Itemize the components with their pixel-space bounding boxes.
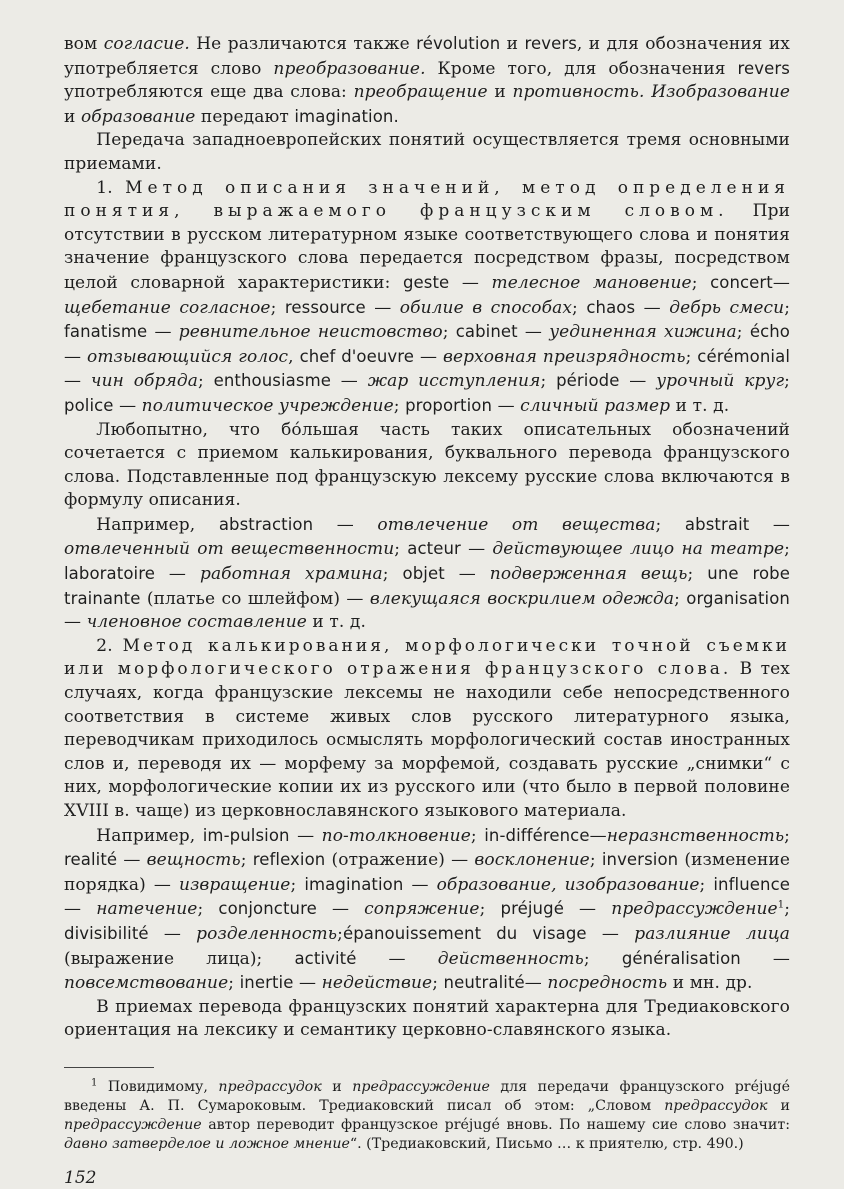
text-run: ; [197,371,214,392]
french-term: reflexion [252,850,326,870]
text-run: ; [691,272,711,293]
text-run: (выражение лица); [64,948,295,969]
text-run: — [492,395,521,416]
text-run: 2. [96,635,123,656]
italic-term: работная храмина [199,564,383,585]
text-run: — [289,825,322,846]
text-run: ; [479,899,501,920]
text-run: — [365,297,400,318]
italic-term: дебрь смеси [669,297,785,318]
text-run: вновь. По нашему сие слово значит: [499,1116,790,1133]
french-term: fanatisme [64,322,148,342]
text-run: — [64,612,87,633]
french-term: objet [402,564,445,584]
text-run: ; [228,973,240,994]
text-run: ; [736,322,750,343]
french-term: in-différence [484,825,590,845]
italic-term: предрассудок [218,1078,322,1095]
italic-term: ревнительное неистовство [178,322,443,343]
text-run: введены А. П. Сумароковым. Тредиаковский писал об этом: „Словом [64,1097,665,1114]
text-run: ; [572,297,587,318]
text-run: — [772,272,790,293]
text-run: передают [195,106,295,127]
french-term: acteur [407,539,461,559]
italic-term: телесное мановение [491,272,692,293]
text-run: — [517,322,550,343]
italic-term: отзывающийся голос [87,346,289,367]
text-run: ; [290,874,305,895]
french-term: chaos [586,297,636,317]
french-term: préjugé [444,1116,500,1133]
text-run: Любопытно, что бо́льшая часть таких описательных обозначений сочетается с приемом калькирования, буквального перевода французского слова. Подставленные под французскую лексему русские слова включаются в формулу описания. [64,419,790,511]
text-run: ; [784,371,790,392]
french-term: enthousiasme [213,371,332,391]
italic-term: согласие. [103,34,190,54]
text-run: употребляются еще два слова: [64,82,354,103]
text-run: — [64,899,97,920]
italic-term: неразнственность [606,825,785,846]
text-run: ; [540,371,557,392]
text-run: ; [337,923,343,944]
text-run: и [64,106,81,127]
text-run: — [619,371,657,392]
french-term: revers [524,34,577,53]
french-term: activité [294,948,357,968]
french-term: inertie [239,973,294,993]
text-run: ; [784,899,791,920]
text-run: — [113,395,142,416]
text-run: и [500,34,525,54]
french-term: geste [402,272,450,292]
text-run: , Письмо … к приятелю, стр. 490.) [486,1135,744,1152]
italic-term: натечение [96,899,198,920]
paragraph [64,996,790,1043]
french-term: proportion [405,395,493,415]
french-term: realité [64,850,118,870]
page-number: 152 [64,1167,97,1188]
text-run: — [331,371,368,392]
text-run: ; [393,395,406,416]
italic-term: действующее лицо на театре [492,539,785,560]
french-term: revers [737,58,790,78]
italic-term: отвлеченный от вещественности [64,539,395,560]
text-run: ; [784,825,790,846]
french-term: imagination. [294,106,399,126]
paragraph [64,513,790,635]
french-term: abstraction [218,514,314,534]
french-term: préjugé [734,1078,790,1095]
text-run: — [524,973,548,994]
italic-term: противность. Изобразование [512,82,790,103]
text-run: — [356,948,438,969]
french-term: concert [710,272,773,292]
text-run: В тех случаях, когда французские лексемы не находили себе непосредственного соответствия в системе живых слов русского литературного языка, переводчикам приходилось осмыслять морфологический состав иностранных слов и, переводя их — морфему за морфемой, создавать русские „снимки“ с них, морфологические копии их из русского или (что было в первой половине XVIII в. чаще) из церковнославянского языкового материала. [64,659,790,821]
italic-term: щебетание согласное [64,297,271,318]
text-run: ; [583,948,622,969]
text-run: ; [470,825,485,846]
text-run: и т. д. [670,395,730,416]
text-run: (отражение) — [325,850,475,871]
text-run: ; [589,850,602,871]
italic-term: чин обряда [90,371,198,392]
italic-term: давно затверделое и ложное мнение [64,1135,350,1152]
italic-term: разлияние лица [634,923,791,944]
text-run: и [767,1097,790,1114]
italic-term: отвлечение от вещества [377,514,656,535]
text-run: ; [432,973,444,994]
text-run: ; [687,564,708,585]
text-run: — [117,850,147,871]
text-run: — [460,539,493,560]
text-run: “. ( [349,1135,372,1152]
text-run: В приемах перевода французских понятий характерна для Тредиаковского ориентация на лексику и семантику церковно-славянского языка. [64,996,790,1041]
text-run: Повидимому, [97,1078,219,1095]
text-run: — [154,564,200,585]
italic-term: недействие [321,973,433,994]
italic-term: предрассуждение [611,899,778,920]
text-run: вом [64,34,104,54]
text-run: Например, [96,825,203,846]
text-run: , и для обозначения их употребляется слово [64,34,790,79]
text-run: При отсутствии в русском литературном языке соответствующего слова и понятия значение французского слова передается посредством фразы, посредством целой словарной характеристики: [64,201,791,293]
text-run: — [316,899,365,920]
text-run: ; [674,588,687,609]
french-term: police [64,395,114,415]
spaced-heading: Метод описания значений, метод определения понятия, выражаемого французским словом. [64,177,790,222]
text-run: ; [240,850,253,871]
text-run: — [64,346,87,367]
italic-term: восклонение [474,850,590,871]
spaced-heading: Метод калькирования, морфологически точной съемки или морфологического отражения французского слова. [64,635,790,680]
text-run: ; [197,899,219,920]
text-run: ; [382,564,403,585]
text-run: — [589,825,607,846]
french-term: organisation [686,588,790,608]
text-run: — [563,899,612,920]
paragraph [64,635,790,824]
italic-term: верховная преизрядность [442,346,686,367]
text-run: — [313,514,378,535]
spaced-heading: Тредиаковский [371,1135,487,1152]
text-run: ; [685,346,698,367]
text-run: — [147,322,179,343]
french-term: une robe trainante [64,564,790,608]
text-run: Не различаются также [189,34,417,54]
french-term: cabinet [455,322,518,342]
italic-term: урочный круг [656,371,785,392]
italic-term: жар исступления [367,371,541,392]
footnote-marker: 1 [777,899,785,911]
french-term: préjugé [500,899,564,919]
italic-term: предрассудок [664,1097,768,1114]
text-run: и мн. др. [667,973,753,994]
french-term: abstrait [684,514,750,534]
italic-term: действенность [437,948,584,969]
text-run: — [749,514,790,535]
italic-term: обилие в способах [399,297,573,318]
french-term: cérémonial [697,346,790,366]
french-term: généralisation [621,948,741,968]
text-run: — [64,371,91,392]
text-run: Кроме того, для обозначения [425,58,738,79]
text-run: ; [655,514,685,535]
text-run: ; [784,539,790,560]
french-term: révolution [416,34,501,53]
text-run: автор переводит французское [201,1116,445,1133]
french-term: divisibilité [64,923,149,943]
paragraph [64,177,790,419]
paragraph [64,32,790,129]
text-run: — [449,272,492,293]
text-run: Передача западноевропейских понятий осуществляется тремя основными приемами. [64,130,790,174]
paragraph [64,419,790,513]
text-run: ; [699,874,714,895]
french-term: neutralité [443,973,525,993]
italic-term: посредность [547,973,668,994]
french-term: imagination [304,874,404,894]
french-term: inversion [601,850,679,870]
paragraph [64,129,790,176]
italic-term: влекущаяся воскрилием одежда [369,588,675,609]
italic-term: сличный размер [520,395,671,416]
text-run: — [586,923,635,944]
italic-term: образование, изобразование [436,874,700,895]
french-term: im-pulsion [202,825,290,845]
text-run: ; [442,322,456,343]
text-run: (платье со шлейфом) — [140,588,370,609]
text-run: ; [394,539,408,560]
text-run: (изменение порядка) — [64,850,790,895]
text-run: — [740,948,790,969]
italic-term: члeновное составление [86,612,307,633]
text-run: — [414,346,443,367]
text-run: — [635,297,670,318]
italic-term: политическое учреждение [141,395,394,416]
italic-term: извращение [179,874,291,895]
italic-term: повсемствование [64,973,229,994]
text-run: — [403,874,437,895]
italic-term: уединенная хижина [549,322,737,343]
footnote-marker: 1 [90,1077,98,1089]
french-term: laboratoire [64,564,155,584]
italic-term: преобращение [353,82,488,103]
italic-term: преобразование. [273,58,426,79]
text-run: ; [784,297,791,318]
text-run: и [487,82,513,103]
italic-term: предрассуждение [64,1116,202,1133]
text-run: ; [270,297,285,318]
italic-term: подверженная вещь [489,564,688,585]
italic-term: по-толкновение [321,825,471,846]
footnote-separator [64,1067,154,1068]
french-term: écho [749,322,790,342]
text-run: — [444,564,490,585]
text-run: , [288,346,300,367]
french-term: épanouissement du visage [342,923,587,943]
italic-term: розделенность [196,923,338,944]
italic-term: сопряжение [364,899,480,920]
text-run: Например, [96,514,219,535]
italic-term: образование [80,106,196,127]
french-term: conjoncture [218,899,317,919]
footnote [64,1078,790,1154]
text-run: и т. д. [306,612,366,633]
text-run: — [148,923,197,944]
text-run: и [321,1078,353,1095]
french-term: chef d'oeuvre [299,346,415,366]
text-run: — [293,973,322,994]
french-term: ressource [284,297,366,317]
body-text [64,32,790,1043]
text-run: 1. [96,177,126,198]
paragraph [64,824,790,996]
text-run: для передачи французского [489,1078,735,1095]
french-term: période [556,371,620,391]
french-term: influence [713,874,790,894]
italic-term: вещность [146,850,241,871]
italic-term: предрассуждение [352,1078,490,1095]
